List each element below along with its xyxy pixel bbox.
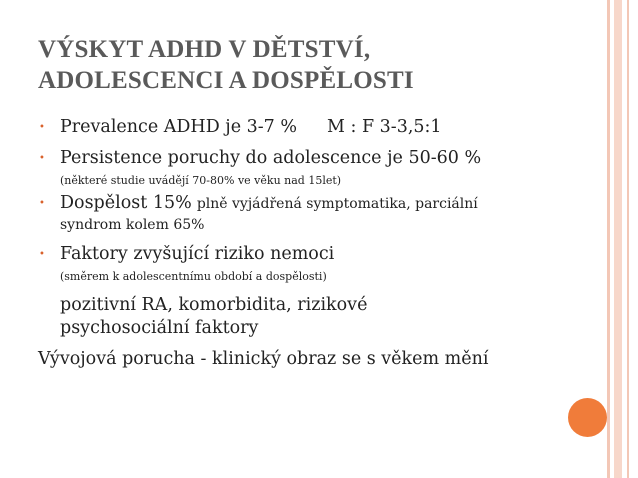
- persistence-text: Persistence poruchy do adolescence je 50-60 %: [60, 148, 482, 168]
- orange-circle-decoration: [568, 398, 607, 437]
- risk-factors-note-text: (směrem k adolescentnímu období a dospělosti): [60, 270, 327, 283]
- persistence-note-text: (některé studie uvádějí 70-80% ve věku nad 15let): [60, 174, 342, 187]
- risk-factors-text: Faktory zvyšující riziko nemoci: [60, 244, 335, 264]
- bullet-persistence: [38, 147, 583, 170]
- bullet-dot-icon: •: [39, 249, 45, 260]
- summary-text: Vývojová porucha - klinický obraz se s věkem mění: [38, 349, 489, 369]
- right-edge-stripe: [607, 0, 610, 478]
- right-edge-stripe-thin: [627, 0, 629, 478]
- adulthood-text: Dospělost 15%: [60, 193, 192, 213]
- prevalence-text: Prevalence ADHD je 3-7 %: [60, 117, 298, 137]
- bullet-adulthood: [38, 192, 583, 235]
- persistence-note: [38, 172, 583, 190]
- bullet-prevalence: [38, 116, 583, 139]
- slide-title-line-2: ADOLESCENCI A DOSPĚLOSTI: [38, 67, 414, 94]
- right-edge-stripe-wide: [614, 0, 622, 478]
- sex-ratio-text: M : F 3-3,5:1: [327, 117, 442, 137]
- bullet-dot-icon: •: [39, 198, 45, 209]
- slide-body: [38, 116, 583, 371]
- adulthood-detail-text: plně vyjádřená symptomatika, parciální: [196, 196, 478, 212]
- risk-factors-line-2: psychosociální faktory: [60, 318, 259, 338]
- adulthood-detail-line-2: syndrom kolem 65%: [60, 217, 205, 233]
- slide-title-line-1: VÝSKYT ADHD V DĚTSTVÍ,: [38, 36, 371, 63]
- bullet-dot-icon: •: [39, 122, 45, 133]
- bullet-risk-factors: [38, 243, 583, 266]
- slide-title: [38, 34, 598, 96]
- risk-factors-note: [38, 268, 583, 286]
- risk-factors-line-1: pozitivní RA, komorbidita, rizikové: [60, 295, 368, 315]
- bullet-dot-icon: •: [39, 153, 45, 164]
- risk-factors-detail: [38, 294, 583, 340]
- summary-line: [38, 348, 583, 371]
